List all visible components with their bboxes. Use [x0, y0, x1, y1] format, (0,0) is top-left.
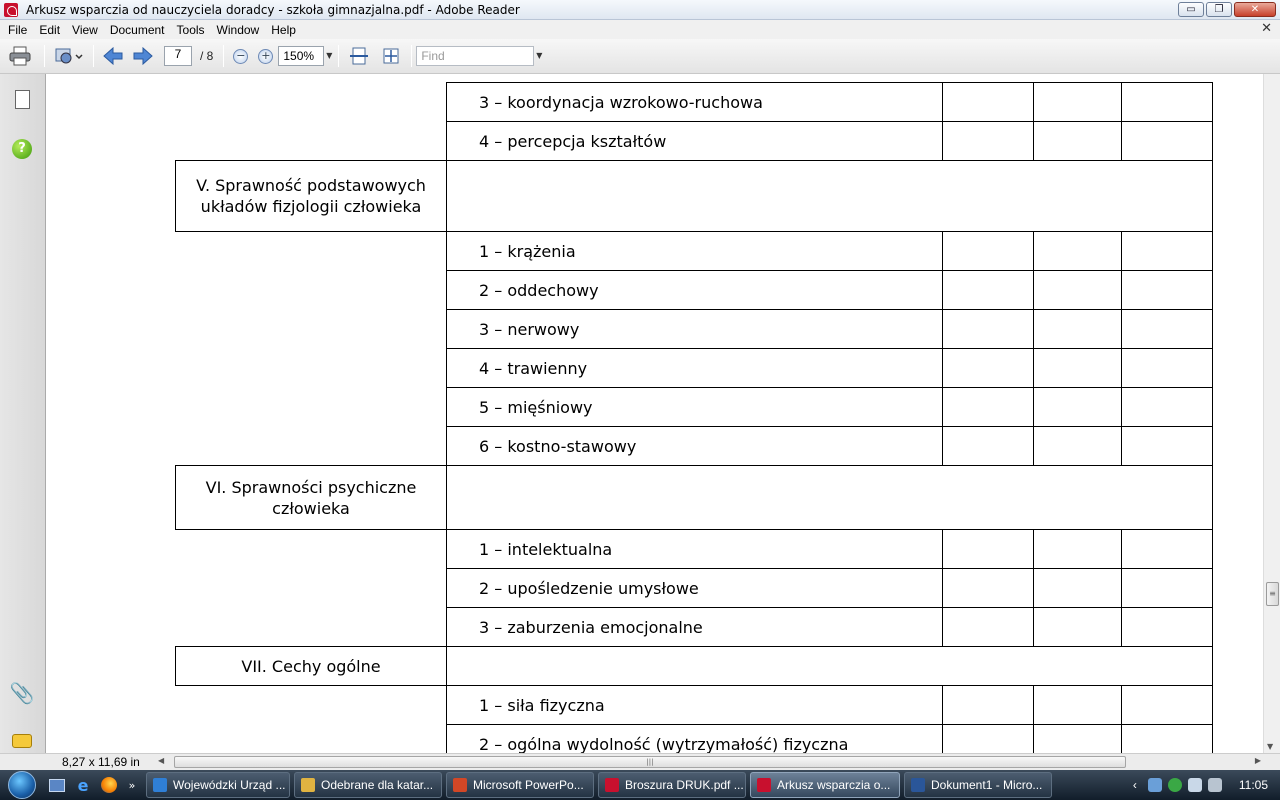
taskbar-item-label: Wojewódzki Urząd ... [173, 778, 286, 792]
arrow-left-icon [102, 47, 124, 65]
toolbar [0, 39, 1280, 74]
taskbar-item[interactable] [294, 772, 442, 798]
item-cell: 2 – oddechowy [447, 271, 943, 310]
table-row [176, 608, 1213, 647]
checkbox-cell[interactable] [1034, 388, 1122, 427]
category-blank-cell [447, 647, 1213, 686]
quicklaunch-firefox[interactable] [99, 775, 119, 795]
network-icon[interactable] [1148, 778, 1162, 792]
checkbox-cell[interactable] [943, 686, 1034, 725]
empty-category-cell [176, 388, 447, 427]
toolbar-separator [411, 45, 412, 67]
table-row [176, 530, 1213, 569]
checkbox-cell[interactable] [1034, 83, 1122, 122]
empty-category-cell [176, 310, 447, 349]
pdf-icon [757, 778, 771, 792]
item-cell: 2 – ogólna wydolność (wytrzymałość) fizyczna [447, 725, 943, 754]
table-row [176, 725, 1213, 754]
checkbox-cell[interactable] [1122, 686, 1213, 725]
taskbar-item-label: Dokument1 - Micro... [931, 778, 1043, 792]
share-review-icon [54, 46, 84, 66]
empty-category-cell [176, 349, 447, 388]
checkbox-cell[interactable] [943, 310, 1034, 349]
windows-logo-icon [8, 771, 36, 799]
category-row [176, 466, 1213, 530]
menu-tools[interactable]: Tools [176, 22, 205, 37]
item-cell: 4 – trawienny [447, 349, 943, 388]
checkbox-cell[interactable] [1122, 388, 1213, 427]
taskbar-item[interactable] [904, 772, 1052, 798]
checkbox-cell[interactable] [1122, 427, 1213, 466]
toolbar-separator [44, 45, 45, 67]
start-button[interactable] [0, 770, 44, 800]
taskbar-item-active[interactable] [750, 772, 900, 798]
comments-button[interactable] [11, 730, 33, 752]
help-button[interactable] [11, 138, 33, 160]
checkbox-cell[interactable] [943, 83, 1034, 122]
powerpoint-icon [453, 778, 467, 792]
toolbar-separator [93, 45, 94, 67]
item-cell: 1 – intelektualna [447, 530, 943, 569]
table-row [176, 388, 1213, 427]
item-cell: 2 – upośledzenie umysłowe [447, 569, 943, 608]
quicklaunch-show-desktop[interactable] [47, 775, 67, 795]
status-bar [0, 753, 1280, 770]
checkbox-cell[interactable] [1122, 530, 1213, 569]
toolbar-separator [338, 45, 339, 67]
help-icon: ? [12, 139, 32, 159]
print-button[interactable] [0, 44, 40, 68]
firefox-icon [101, 777, 117, 793]
menu-view[interactable]: View [72, 22, 98, 37]
quicklaunch-internet-explorer[interactable] [73, 775, 93, 795]
checkbox-cell[interactable] [1034, 232, 1122, 271]
menu-file[interactable]: File [8, 22, 28, 37]
vertical-scroll-thumb[interactable]: ≡ [1266, 582, 1279, 606]
checkbox-cell[interactable] [1034, 427, 1122, 466]
quicklaunch-more[interactable]: » [128, 778, 136, 792]
printer-icon [9, 46, 31, 66]
taskbar-item-label: Arkusz wsparczia o... [777, 778, 891, 792]
window-controls [1178, 2, 1276, 17]
item-cell: 3 – nerwowy [447, 310, 943, 349]
checkbox-cell[interactable] [1122, 725, 1213, 754]
security-ok-icon[interactable] [1168, 778, 1182, 792]
checkbox-cell[interactable] [943, 427, 1034, 466]
checkbox-cell[interactable] [1034, 569, 1122, 608]
tray-expand-button[interactable]: ‹ [1132, 778, 1137, 792]
checkbox-cell[interactable] [943, 725, 1034, 754]
checkbox-cell[interactable] [1122, 608, 1213, 647]
arrow-right-icon [132, 47, 154, 65]
category-cell: VII. Cechy ogólne [176, 647, 447, 686]
table-row [176, 122, 1213, 161]
attachments-button[interactable] [11, 682, 33, 704]
checkbox-cell[interactable] [1034, 122, 1122, 161]
pages-panel-button[interactable] [11, 88, 33, 110]
vertical-scrollbar[interactable] [1263, 74, 1280, 753]
horizontal-scrollbar[interactable] [156, 755, 1263, 770]
empty-category-cell [176, 271, 447, 310]
antivirus-icon[interactable] [1188, 778, 1202, 792]
table-row [176, 349, 1213, 388]
title-bar [0, 0, 1280, 20]
checkbox-cell[interactable] [1122, 83, 1213, 122]
checkbox-cell[interactable] [943, 530, 1034, 569]
category-cell: V. Sprawność podstawowych układów fizjologii człowieka [176, 161, 447, 232]
item-cell: 6 – kostno-stawowy [447, 427, 943, 466]
restore-button[interactable]: ❐ [1206, 2, 1232, 17]
find-input[interactable]: Find [416, 46, 534, 66]
item-cell: 3 – zaburzenia emocjonalne [447, 608, 943, 647]
empty-category-cell [176, 122, 447, 161]
category-row [176, 161, 1213, 232]
checkbox-cell[interactable] [1122, 122, 1213, 161]
navigation-panel [0, 74, 46, 770]
window-title: Arkusz wsparczia od nauczyciela doradcy - szkoła gimnazjalna.pdf - Adobe Reader [26, 2, 520, 17]
table-row [176, 686, 1213, 725]
checkbox-cell[interactable] [1122, 310, 1213, 349]
internet-explorer-icon [153, 778, 167, 792]
scroll-right-arrow-icon[interactable]: ▶ [1254, 756, 1261, 765]
page-size-label: 8,27 x 11,69 in [62, 755, 140, 769]
category-row [176, 647, 1213, 686]
taskbar-item-label: Odebrane dla katar... [321, 778, 434, 792]
close-button[interactable]: ✕ [1234, 2, 1276, 17]
volume-icon[interactable] [1208, 778, 1222, 792]
table-row [176, 232, 1213, 271]
fit-width-button[interactable] [343, 44, 375, 68]
table-row [176, 427, 1213, 466]
horizontal-scroll-thumb[interactable]: ||| [174, 756, 1126, 768]
internet-explorer-icon: e [77, 775, 89, 795]
menu-bar [0, 20, 1280, 39]
item-cell: 1 – siła fizyczna [447, 686, 943, 725]
menu-help[interactable]: Help [271, 22, 296, 37]
checkbox-cell[interactable] [1122, 349, 1213, 388]
comment-icon [12, 734, 32, 748]
empty-category-cell [176, 569, 447, 608]
clock[interactable]: 11:05 [1238, 778, 1268, 792]
find-dropdown-arrow-icon[interactable]: ▼ [536, 51, 543, 60]
taskbar-item-label: Microsoft PowerPo... [473, 778, 584, 792]
full-screen-button[interactable] [375, 44, 407, 68]
empty-category-cell [176, 686, 447, 725]
category-blank-cell [447, 161, 1213, 232]
word-icon [911, 778, 925, 792]
checkbox-cell[interactable] [1122, 569, 1213, 608]
checkbox-cell[interactable] [943, 232, 1034, 271]
item-cell: 4 – percepcja kształtów [447, 122, 943, 161]
system-tray [1133, 770, 1280, 800]
zoom-level-input[interactable]: 150% [278, 46, 324, 66]
menu-edit[interactable]: Edit [39, 22, 61, 37]
assessment-table [175, 82, 1213, 753]
previous-page-button[interactable] [98, 44, 128, 68]
empty-category-cell [176, 83, 447, 122]
page-thumbnails-icon [15, 90, 30, 109]
checkbox-cell[interactable] [1034, 310, 1122, 349]
checkbox-cell[interactable] [943, 608, 1034, 647]
page-number-input[interactable]: 7 [164, 46, 192, 66]
checkbox-cell[interactable] [1034, 686, 1122, 725]
expand-icon [381, 46, 401, 66]
item-cell: 5 – mięśniowy [447, 388, 943, 427]
table-row [176, 569, 1213, 608]
taskbar-item[interactable] [598, 772, 746, 798]
next-page-button[interactable] [128, 44, 158, 68]
taskbar-item[interactable] [146, 772, 290, 798]
document-view[interactable] [47, 74, 1263, 753]
scroll-left-arrow-icon[interactable]: ◀ [158, 756, 165, 765]
menu-window[interactable]: Window [216, 22, 260, 37]
table-row [176, 310, 1213, 349]
zoom-in-button[interactable]: + [258, 49, 273, 64]
item-cell: 1 – krążenia [447, 232, 943, 271]
mail-icon [301, 778, 315, 792]
category-cell: VI. Sprawności psychiczne człowieka [176, 466, 447, 530]
checkbox-cell[interactable] [943, 271, 1034, 310]
checkbox-cell[interactable] [1122, 232, 1213, 271]
taskbar-item-label: Broszura DRUK.pdf ... [625, 778, 744, 792]
checkbox-cell[interactable] [1034, 608, 1122, 647]
zoom-out-button[interactable]: − [233, 49, 248, 64]
checkbox-cell[interactable] [1034, 349, 1122, 388]
pdf-icon [605, 778, 619, 792]
checkbox-cell[interactable] [943, 349, 1034, 388]
empty-category-cell [176, 725, 447, 754]
table-row [176, 271, 1213, 310]
category-blank-cell [447, 466, 1213, 530]
adobe-reader-icon [4, 3, 18, 17]
checkbox-cell[interactable] [943, 122, 1034, 161]
toolbar-separator [223, 45, 224, 67]
menu-document[interactable]: Document [109, 22, 165, 37]
checkbox-cell[interactable] [943, 569, 1034, 608]
fit-page-icon [349, 46, 369, 66]
empty-category-cell [176, 608, 447, 647]
empty-category-cell [176, 427, 447, 466]
close-document-button[interactable]: ✕ [1261, 21, 1272, 36]
zoom-dropdown-arrow-icon[interactable]: ▼ [326, 51, 333, 60]
checkbox-cell[interactable] [1034, 725, 1122, 754]
collaborate-button[interactable] [49, 44, 89, 68]
checkbox-cell[interactable] [943, 388, 1034, 427]
paperclip-icon: 📎 [9, 681, 35, 705]
empty-category-cell [176, 232, 447, 271]
table-row [176, 83, 1213, 122]
checkbox-cell[interactable] [1034, 530, 1122, 569]
taskbar-item[interactable] [446, 772, 594, 798]
taskbar [0, 770, 1280, 800]
item-cell: 3 – koordynacja wzrokowo-ruchowa [447, 83, 943, 122]
checkbox-cell[interactable] [1122, 271, 1213, 310]
desktop-icon [49, 779, 65, 792]
checkbox-cell[interactable] [1034, 271, 1122, 310]
empty-category-cell [176, 530, 447, 569]
page-total: / 8 [200, 49, 214, 63]
minimize-button[interactable]: ▭ [1178, 2, 1204, 17]
scroll-down-arrow-icon[interactable]: ▼ [1267, 742, 1274, 751]
